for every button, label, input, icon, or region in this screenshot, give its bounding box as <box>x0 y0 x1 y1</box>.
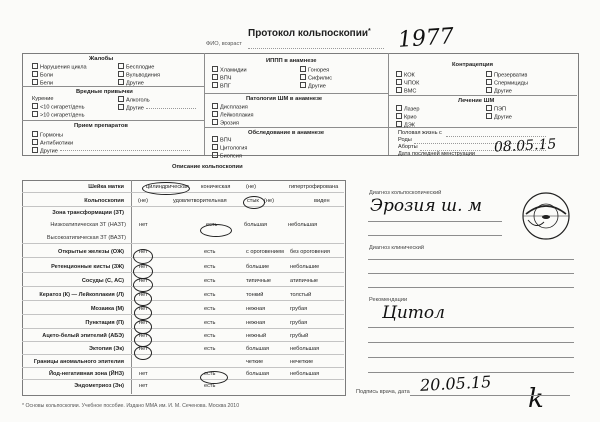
colpo-row-label: Кольпоскопия <box>84 198 124 204</box>
colpo-option[interactable]: небольшая <box>290 346 320 352</box>
row-divider <box>22 257 344 258</box>
habit-option[interactable]: Другие <box>118 104 150 112</box>
colpo-option[interactable]: толстый <box>290 292 312 298</box>
colpo-option[interactable]: с ороговением <box>246 249 284 255</box>
contraception-option[interactable]: ЧПОК <box>396 79 419 87</box>
exams-title: Обследование в анамнезе <box>248 130 325 136</box>
row-divider <box>22 367 344 368</box>
contraception-option[interactable]: Другие <box>486 87 528 95</box>
colpo-option[interactable]: виден <box>314 198 330 204</box>
colpo-option[interactable]: нет <box>139 383 148 389</box>
colpo-diagnosis-label: Диагноз кольпоскопический <box>369 190 442 196</box>
complaint-option[interactable]: Боли <box>32 71 87 79</box>
habit-option[interactable]: Алкоголь <box>118 96 150 104</box>
patient-name-line[interactable] <box>248 48 384 49</box>
complaints-title: Жалобы <box>89 56 114 62</box>
colpo-option[interactable]: удовлетворительная <box>173 198 227 204</box>
colpo-option[interactable]: (не) <box>246 184 256 190</box>
treatment-option[interactable]: ДЭК <box>396 121 419 129</box>
contraception-col1 <box>396 71 419 95</box>
colpo-row-label: Сосуды (С, АС) <box>81 278 124 284</box>
row-divider <box>22 286 344 287</box>
selection-circle <box>133 264 153 279</box>
cervix-history-option[interactable]: Дисплазия <box>212 103 254 111</box>
sti-option[interactable]: Гонорея <box>300 66 332 74</box>
habits-col2 <box>118 96 150 112</box>
exam-option[interactable]: ВПЧ <box>212 136 247 144</box>
colpo-row-label: Низкоатипическая ЗТ (НАЗТ) <box>50 222 126 228</box>
complaint-option[interactable]: Другие <box>118 79 160 87</box>
selection-circle <box>200 224 232 237</box>
colpo-option[interactable]: грубая <box>290 306 308 312</box>
colpo-option[interactable]: нет <box>139 320 148 326</box>
colpo-option[interactable]: есть <box>204 292 216 298</box>
selection-circle <box>134 306 152 320</box>
complaints-col1 <box>32 63 87 87</box>
complaint-option[interactable]: Бесплодие <box>118 63 160 71</box>
habits-col1 <box>32 96 85 119</box>
smoking-label: Курение <box>32 96 54 102</box>
colpo-option[interactable]: небольшая <box>290 371 320 377</box>
row-divider <box>22 341 344 342</box>
cervix-history-list <box>212 103 254 127</box>
patient-name-label: ФИО, возраст <box>206 41 242 47</box>
sti-option[interactable]: ВПГ <box>212 82 247 90</box>
colpo-row-label: Йод-негативная зона (ЙНЗ) <box>48 371 124 377</box>
treatment-col2 <box>486 105 512 121</box>
colpo-option[interactable]: есть <box>204 371 216 377</box>
colpo-option[interactable]: нежная <box>246 320 266 326</box>
clinical-diagnosis-label: Диагноз клинический <box>369 245 424 251</box>
selection-circle <box>142 182 190 195</box>
handwritten-sign-date: 20.05.15 <box>419 372 492 395</box>
selection-circle <box>134 346 152 360</box>
colposcopy-title: Описание кольпоскопии <box>172 164 243 170</box>
treatment-col1 <box>396 105 419 129</box>
colpo-option[interactable]: коническая <box>201 184 231 190</box>
colpo-option[interactable]: есть <box>204 320 216 326</box>
cervix-sketch-icon <box>516 190 576 242</box>
cervix-history-option[interactable]: Лейкоплакия <box>212 111 254 119</box>
selection-circle <box>134 320 152 334</box>
colpo-option[interactable]: есть <box>206 222 218 228</box>
selection-circle <box>134 333 152 347</box>
colpo-option[interactable]: без ороговения <box>290 249 330 255</box>
drug-option[interactable]: Антибиотики <box>32 139 73 147</box>
habits-title: Вредные привычки <box>76 89 133 95</box>
selection-circle <box>133 249 153 264</box>
colpo-option[interactable]: небольшие <box>290 264 320 270</box>
colpo-option[interactable]: нет <box>139 292 148 298</box>
treatment-option[interactable]: Лазер <box>396 105 419 113</box>
colpo-option[interactable]: нежный <box>246 333 267 339</box>
drug-option[interactable]: Другие <box>32 147 73 155</box>
colpo-row-label: Кератоз (К) — Лейкоплакия (Л) <box>39 292 124 298</box>
habit-option[interactable]: <10 сигарет/день <box>32 103 85 111</box>
colpo-row-label: Эктопия (Эк) <box>88 346 124 352</box>
selection-circle <box>243 196 265 209</box>
colpo-option[interactable]: есть <box>204 333 216 339</box>
drug-option[interactable]: Гормоны <box>32 131 73 139</box>
colpo-option[interactable]: нечеткие <box>290 359 314 365</box>
complaint-option[interactable]: Вульводиния <box>118 71 160 79</box>
lmp-label: Дата последней менструации <box>398 151 476 157</box>
exams-list <box>212 136 247 160</box>
complaint-option[interactable]: Бели <box>32 79 87 87</box>
colpo-option[interactable]: нет <box>139 333 148 339</box>
colpo-option[interactable]: (не) <box>138 198 148 204</box>
colpo-row-label: Открытые железы (ОЖ) <box>57 249 124 255</box>
row-divider <box>22 243 344 244</box>
signature-label: Подпись врача, дата <box>356 389 410 395</box>
drugs-list <box>32 131 73 155</box>
colpo-row-label: Мозаика (М) <box>90 306 124 312</box>
contraception-option[interactable]: КОК <box>396 71 419 79</box>
colpo-row-label: Шейка матки <box>88 184 124 190</box>
colpo-option[interactable]: большая <box>246 371 269 377</box>
colpo-option[interactable]: нежная <box>246 306 266 312</box>
row-divider <box>22 206 344 207</box>
exam-option[interactable]: Биопсия <box>212 152 247 160</box>
treatment-option[interactable]: ПЭП <box>486 105 512 113</box>
cervix-history-title: Патология ШМ в анамнезе <box>246 96 323 102</box>
row-divider <box>22 314 344 315</box>
treatment-option[interactable]: Другие <box>486 113 512 121</box>
row-divider <box>22 354 344 355</box>
colpo-option[interactable]: нет <box>139 306 148 312</box>
complaint-option[interactable]: Нарушения цикла <box>32 63 87 71</box>
colpo-option[interactable]: тонкий <box>246 292 264 298</box>
handwritten-colpo-diagnosis: Эрозия ш. м <box>370 196 483 216</box>
sti-option[interactable]: ВПЧ <box>212 74 247 82</box>
colpo-option[interactable]: гипертрофирована <box>289 184 339 190</box>
colpo-option[interactable]: нет <box>139 222 148 228</box>
sti-option[interactable]: Сифилис <box>300 74 332 82</box>
colpo-option[interactable]: есть <box>204 249 216 255</box>
colpo-option[interactable]: типичные <box>246 278 271 284</box>
page-title: Протокол кольпоскопии* <box>248 28 371 39</box>
colpo-option[interactable]: нет <box>139 278 148 284</box>
colpo-option[interactable]: нет <box>139 249 148 255</box>
colpo-option[interactable]: большая <box>244 222 267 228</box>
treatment-title: Лечение ШМ <box>458 98 495 104</box>
anamnesis-lines <box>398 130 475 158</box>
stis-title: ИППП в анамнезе <box>266 58 317 64</box>
colpo-row-label: Эндометриоз (Эн) <box>74 383 124 389</box>
stis-col1 <box>212 66 247 90</box>
colpo-row-label: Высокоатипическая ЗТ (ВАЗТ) <box>46 235 126 241</box>
colpo-option[interactable]: четкие <box>246 359 264 365</box>
footnote: * Основы кольпоскопии. Учебное пособие. Издано ММА им. И. М. Сеченова. Москва 2010 <box>22 403 240 409</box>
handwritten-recommendation: Цитол <box>382 303 445 323</box>
row-divider <box>22 272 344 273</box>
habit-option[interactable]: >10 сигарет/день <box>32 111 85 119</box>
abortions-label: Аборты <box>398 144 418 150</box>
colpo-option[interactable]: нет <box>139 346 148 352</box>
selection-circle <box>200 371 228 384</box>
colpo-option[interactable]: есть <box>204 264 216 270</box>
treatment-option[interactable]: Крио <box>396 113 419 121</box>
colpo-option[interactable]: нет <box>139 371 148 377</box>
sexual-life-label: Половая жизнь с <box>398 130 442 136</box>
row-divider <box>22 300 344 301</box>
stis-col2 <box>300 66 332 90</box>
colpo-row-label: Пунктация (П) <box>85 320 124 326</box>
contraception-option[interactable]: ВМС <box>396 87 419 95</box>
colpo-option[interactable]: нет <box>139 264 148 270</box>
handwritten-year: 1977 <box>397 24 455 53</box>
complaints-col2 <box>118 63 160 87</box>
contraception-title: Контрацепция <box>452 62 493 68</box>
row-divider <box>22 379 344 380</box>
colpo-option[interactable]: есть <box>204 306 216 312</box>
exam-option[interactable]: Цитология <box>212 144 247 152</box>
handwritten-lmp-date: 08.05.15 <box>493 136 557 156</box>
recommendations-label: Рекомендации <box>369 297 408 303</box>
sti-option[interactable]: Хламидии <box>212 66 247 74</box>
contraception-col2 <box>486 71 528 95</box>
colpo-option[interactable]: (не) <box>264 198 274 204</box>
drugs-title: Прием препаратов <box>74 123 128 129</box>
colpo-option[interactable]: есть <box>204 278 216 284</box>
sti-option[interactable]: Другие <box>300 82 332 90</box>
selection-circle <box>133 278 153 292</box>
colpo-option[interactable]: большие <box>246 264 270 270</box>
colpo-option[interactable]: есть <box>204 346 216 352</box>
colpo-option[interactable]: грубая <box>290 320 308 326</box>
colpo-option[interactable]: стык <box>247 198 259 204</box>
colpo-row-label: Ретенционные кисты (ЗЖ) <box>51 264 124 270</box>
colpo-option[interactable]: грубый <box>290 333 309 339</box>
row-divider <box>22 328 344 329</box>
colpo-row-label: Границы аномального эпителия <box>33 359 124 365</box>
colpo-option[interactable]: есть <box>204 383 216 389</box>
colpo-option[interactable]: большая <box>246 346 269 352</box>
contraception-option[interactable]: Презерватив <box>486 71 528 79</box>
contraception-option[interactable]: Спермициды <box>486 79 528 87</box>
handwritten-signature: k <box>528 384 544 414</box>
colpo-option[interactable]: небольшая <box>288 222 318 228</box>
colpo-option[interactable]: атипичные <box>290 278 318 284</box>
cervix-history-option[interactable]: Эрозия <box>212 119 254 127</box>
colpo-row-label: Ацето-белый эпителий (АБЭ) <box>42 333 124 339</box>
selection-circle <box>134 292 152 306</box>
colpo-option[interactable]: цилиндрическая <box>146 184 189 190</box>
colpo-row-label: Зона трансформации (ЗТ) <box>52 210 124 216</box>
births-label: Роды <box>398 137 412 143</box>
